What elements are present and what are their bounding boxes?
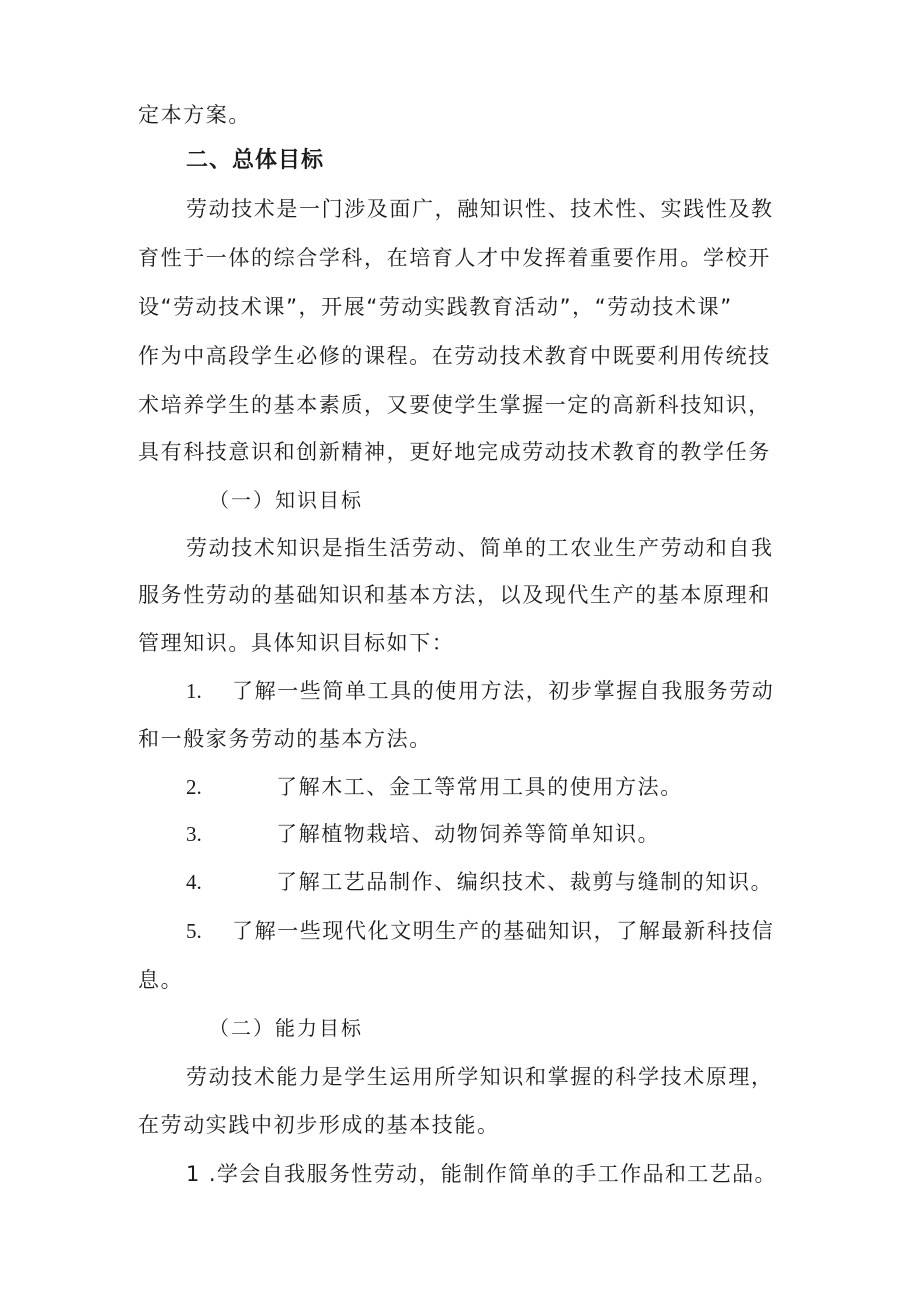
- list-item-number: 1.: [186, 679, 202, 703]
- paragraph-line: 劳动技术是一门涉及面广，融知识性、技术性、实践性及教: [186, 197, 774, 221]
- paragraph-line: 管理知识。具体知识目标如下：: [138, 631, 455, 655]
- list-item-number: 4.: [186, 870, 202, 894]
- list-item-text: 了解一些简单工具的使用方法，初步掌握自我服务劳动: [232, 679, 775, 703]
- list-item-number: 5.: [186, 919, 202, 943]
- list-item-number: 2.: [186, 775, 202, 799]
- list-item-continuation: 和一般家务劳动的基本方法。: [138, 727, 432, 751]
- list-item-text: 了解木工、金工等常用工具的使用方法。: [276, 775, 683, 799]
- ability-item-1: 1 .学会自我服务性劳动，能制作简单的手工作品和工艺品。: [186, 1162, 777, 1186]
- section-heading-overall-goals: 二、总体目标: [186, 148, 325, 173]
- list-item-number: 3.: [186, 822, 202, 846]
- paragraph-line: 育性于一体的综合学科，在培育人才中发挥着重要作用。学校开: [138, 246, 771, 270]
- list-item-text: 了解工艺品制作、编织技术、裁剪与缝制的知识。: [276, 870, 774, 894]
- list-item-text: 了解一些现代化文明生产的基础知识，了解最新科技信: [232, 919, 775, 943]
- subsection-heading-knowledge: （一）知识目标: [209, 488, 363, 512]
- paragraph-line: 在劳动实践中初步形成的基本技能。: [138, 1113, 500, 1137]
- paragraph-line: 劳动技术能力是学生运用所学知识和掌握的科学技术原理，: [186, 1065, 774, 1089]
- paragraph-line: 劳动技术知识是指生活劳动、简单的工农业生产劳动和自我: [186, 536, 774, 560]
- paragraph-line: 设“劳动技术课”，开展“劳动实践教育活动”，“劳动技术课”: [138, 295, 733, 319]
- intro-tail-text: 定本方案。: [138, 103, 251, 127]
- paragraph-line: 服务性劳动的基础知识和基本方法，以及现代生产的基本原理和: [138, 583, 771, 607]
- paragraph-line: 具有科技意识和创新精神，更好地完成劳动技术教育的教学任务: [138, 440, 771, 464]
- paragraph-line: 术培养学生的基本素质，又要使学生掌握一定的高新科技知识，: [138, 393, 771, 417]
- paragraph-line: 作为中高段学生必修的课程。在劳动技术教育中既要利用传统技: [138, 344, 771, 368]
- list-item-text: 了解植物栽培、动物饲养等简单知识。: [276, 822, 661, 846]
- list-item-continuation: 息。: [138, 968, 184, 992]
- subsection-heading-ability: （二）能力目标: [209, 1016, 363, 1040]
